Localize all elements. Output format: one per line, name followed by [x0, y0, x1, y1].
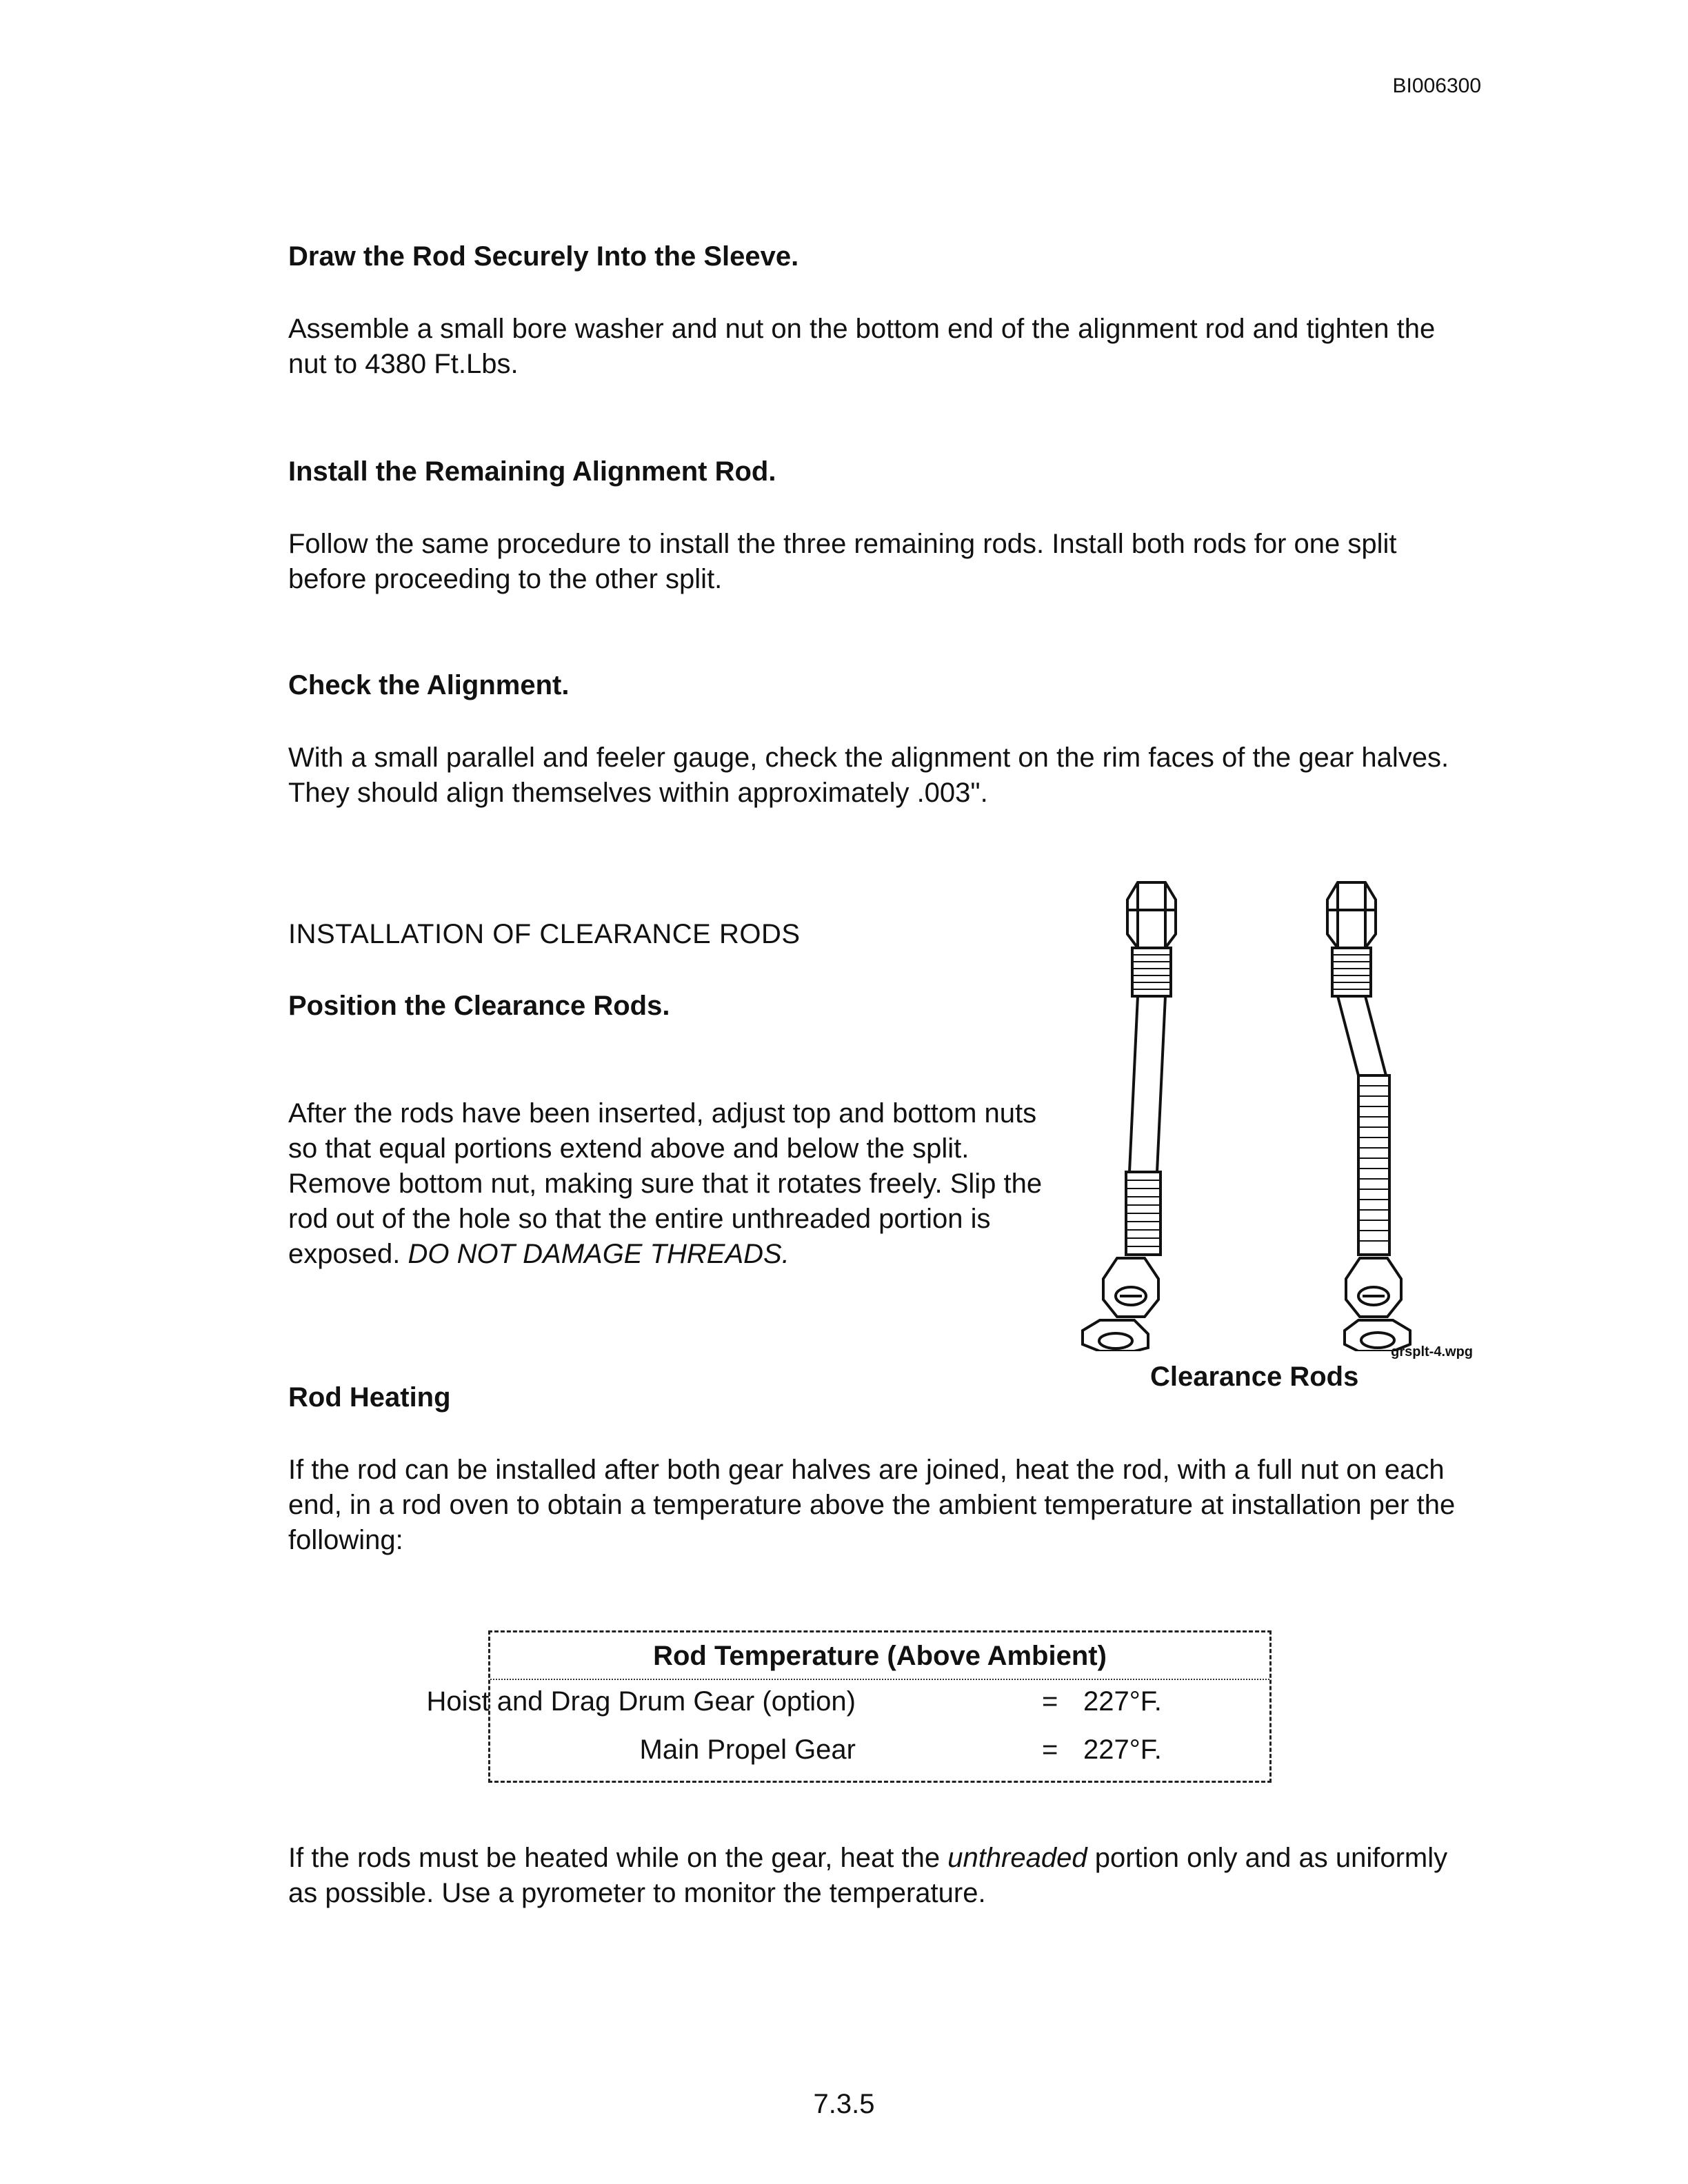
- final-text-before: If the rods must be heated while on the gear, heat the: [288, 1843, 948, 1873]
- final-text-after: portion only and as uniformly as possible. Use a pyrometer to monitor the temperature.: [288, 1843, 1448, 1908]
- heading-position-clearance-rods: Position the Clearance Rods.: [288, 991, 670, 1021]
- heading-check-alignment: Check the Alignment.: [288, 670, 570, 700]
- table-row: [426, 1686, 1269, 1721]
- heading-draw-rod: Draw the Rod Securely Into the Sleeve.: [288, 241, 799, 272]
- rod-temperature-table: [426, 1630, 1272, 1783]
- page-number: 7.3.5: [813, 2089, 875, 2119]
- warning-text: DO NOT DAMAGE THREADS.: [408, 1239, 790, 1269]
- clearance-rod-right: [1327, 882, 1410, 1351]
- table-row-value: 227°F.: [1083, 1735, 1162, 1765]
- heading-install-remaining: Install the Remaining Alignment Rod.: [288, 456, 776, 487]
- table-row-label: Hoist and Drag Drum Gear (option): [426, 1686, 856, 1717]
- paragraph-check-alignment: With a small parallel and feeler gauge, check the alignment on the rim faces of the gear halves. They should align themselves within approximately .003".: [288, 742, 1449, 808]
- final-text-emphasis: unthreaded: [947, 1843, 1087, 1873]
- section-title-clearance-rods: INSTALLATION OF CLEARANCE RODS: [288, 919, 801, 949]
- table-row-equals: =: [1042, 1735, 1058, 1765]
- clearance-rod-left: [1083, 882, 1176, 1351]
- rod-temperature-header: Rod Temperature (Above Ambient): [653, 1641, 1107, 1671]
- paragraph-rod-heating: If the rod can be installed after both gear halves are joined, heat the rod, with a full nut on each end, in a rod oven to obtain a temperature above the ambient temperature at installation per the following:: [288, 1455, 1456, 1555]
- heading-rod-heating: Rod Heating: [288, 1382, 451, 1413]
- table-row: [490, 1735, 1269, 1769]
- table-row-equals: =: [1042, 1686, 1058, 1717]
- table-row-value: 227°F.: [1083, 1686, 1162, 1717]
- table-row-label: Main Propel Gear: [639, 1735, 856, 1765]
- paragraph-draw-rod: Assemble a small bore washer and nut on the bottom end of the alignment rod and tighten the nut to 4380 Ft.Lbs.: [288, 314, 1436, 379]
- paragraph-install-remaining: Follow the same procedure to install the three remaining rods. Install both rods for one split before proceeding to the other split.: [288, 529, 1397, 594]
- paragraph-position-clearance-rods: [288, 1096, 1061, 1272]
- figure-filename: grsplt-4.wpg: [1391, 1344, 1473, 1359]
- table-divider: [490, 1679, 1269, 1680]
- clearance-rods-illustration: [1062, 869, 1489, 1351]
- paragraph-heating-on-gear: [288, 1841, 1474, 1911]
- document-id: BI006300: [1392, 74, 1481, 97]
- figure-caption: Clearance Rods: [1150, 1362, 1359, 1392]
- position-instructions-text: After the rods have been inserted, adjust top and bottom nuts so that equal portions extend above and below the split. Remove bottom nut, making sure that it rotates freely. Slip the rod out of the hole so that the entire unthreaded portion is exposed.: [288, 1098, 1043, 1269]
